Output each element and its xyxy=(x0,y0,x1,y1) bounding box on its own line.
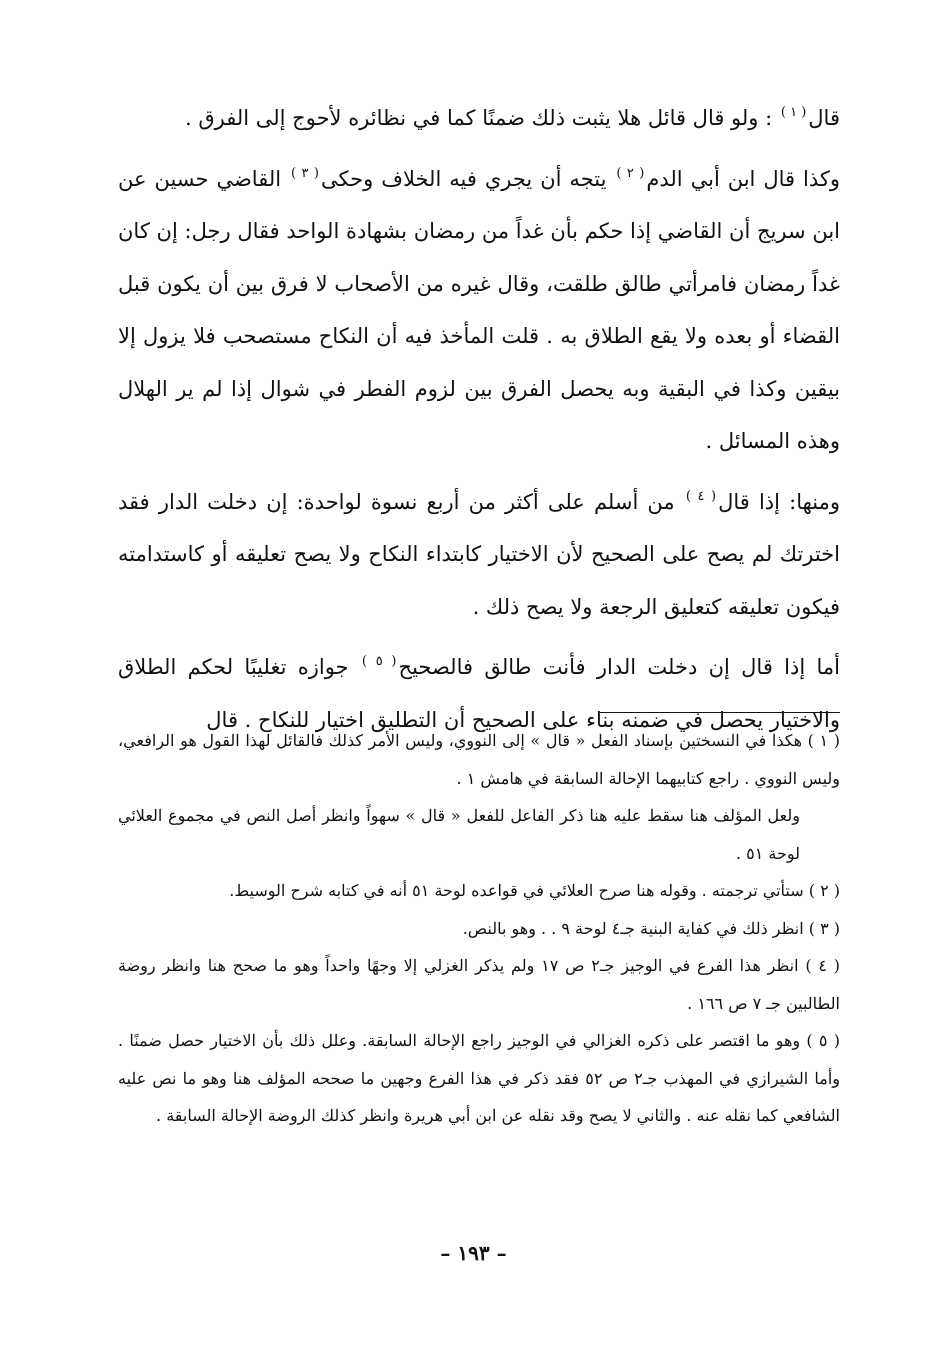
paragraph-1: قال$^{( ١ )}$ : ولو قال قائل هلا يثبت ذلك ضمنًا كما في نظائره لأحوج إلى الفرق . xyxy=(185,105,840,130)
footnotes-section xyxy=(118,722,840,1135)
footnote-ref-2[interactable]: ( ٢ ) xyxy=(616,165,645,181)
footnote-2: ( ٢ ) ستأتي ترجمته . وقوله هنا صرح العلائي في قواعده لوحة ٥١ أنه في كتابه شرح الوسيط. xyxy=(229,881,840,900)
page-number: – ١٩٣ – xyxy=(440,1241,507,1265)
footnote-4: ( ٤ ) انظر هذا الفرع في الوجيز جـ٢ ص ١٧ ولم يذكر الغزلي إلا وجهًا واحداً وهو ما صحح هنا وانظر روضة الطالبين جـ ٧ ص ١٦٦ . xyxy=(118,956,841,1013)
footnote-1-continued: ولعل المؤلف هنا سقط عليه هنا ذكر الفاعل للفعل « قال » سهواً وانظر أصل النص في مجموع العلائي لوحة ٥١ . xyxy=(118,806,800,863)
footnote-separator xyxy=(600,712,840,713)
footnote-ref-5[interactable]: ( ٥ ) xyxy=(361,654,397,669)
footnote-1: ( ١ ) هكذا في النسختين بإسناد الفعل « قال » إلى النووي، وليس الأمر كذلك فالقائل لهذا القول هو الرافعي، وليس النووي . راجع كتابيهما الإحالة السابقة في هامش ١ . xyxy=(118,731,840,788)
paragraph-3: ومنها: إذا قال$^{( ٤ )}$ من أسلم على أكثر من أربع نسوة لواحدة: إن دخلت الدار فقد اخترتك لم يصح على الصحيح لأن الاختيار كابتداء النكاح ولا يصح تعليقه أو كاستدامته فيكون تعليقه كتعليق الرجعة ولا يصح ذلك . xyxy=(118,488,840,619)
main-text xyxy=(118,92,840,746)
footnote-ref-4[interactable]: ( ٤ ) xyxy=(685,488,717,504)
paragraph-4: أما إذا قال إن دخلت الدار فأنت طالق فالصحيح$^{( ٥ )}$ جوازه تغليبًا لحكم الطلاق والاختيار يحصل في ضمنه بناء على الصحيح أن التطليق اختيار للنكاح . قال xyxy=(118,654,840,732)
footnote-ref-1[interactable]: ( ١ ) xyxy=(780,105,807,120)
footnote-ref-3[interactable]: ( ٣ ) xyxy=(291,165,320,181)
paragraph-2: وكذا قال ابن أبي الدم$^{( ٢ )}$ يتجه أن يجري فيه الخلاف وحكى$^{( ٣ )}$ القاضي حسين عن ابن سريج أن القاضي إذا حكم بأن غداً من رمضان بشهادة الواحد فقال رجل: إن كان غداً رمضان فامرأتي طالق طلقت، وقال غيره من الأصحاب لا فرق بين أن يكون قبل القضاء أو بعده ولا يقع الطلاق به . قلت المأخذ فيه أن النكاح مستصحب فلا يزول إلا بيقين وكذا في البقية وبه يحصل الفرق بين لزوم الفطر في شوال إذا لم ير الهلال وهذه المسائل . xyxy=(118,165,841,453)
footnote-3: ( ٣ ) انظر ذلك في كفاية البنية جـ٤ لوحة ٩ . . وهو بالنص. xyxy=(462,918,840,938)
footnote-5: ( ٥ ) وهو ما اقتصر على ذكره الغزالي في الوجيز راجع الإحالة السابقة. وعلل ذلك بأن الاختيار حصل ضمنًا . وأما الشيرازي في المهذب جـ٢ ص ٥٢ فقد ذكر في هذا الفرع وجهين ما صححه المؤلف هنا وهو ما نص عليه الشافعي كما نقله عنه . والثاني لا يصح وقد نقله عن ابن أبي هريرة وانظر كذلك الروضة الإحالة السابقة . xyxy=(118,1031,841,1125)
